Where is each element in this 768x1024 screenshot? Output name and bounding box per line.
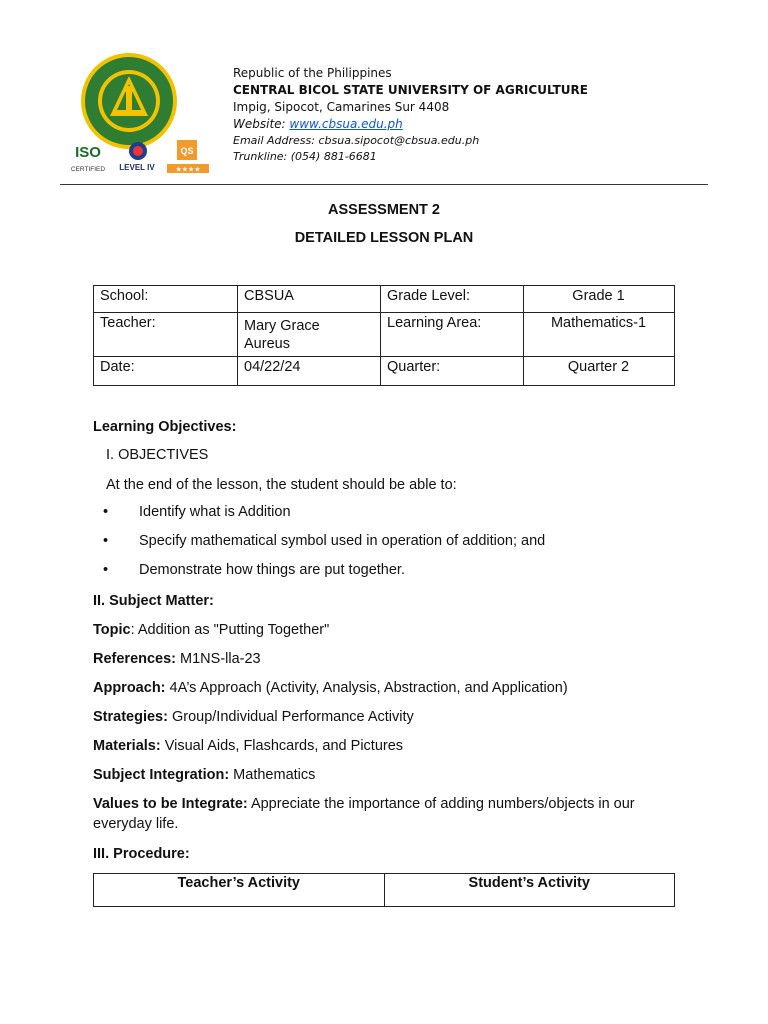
student-activity-header: Student’s Activity bbox=[384, 874, 675, 907]
qs-stars-badge bbox=[167, 140, 209, 174]
table-header-row bbox=[94, 874, 675, 907]
values-line: Values to be Integrate: Appreciate the importance of adding numbers/objects in our everyday life. bbox=[93, 796, 635, 832]
svg-text:QS: QS bbox=[180, 146, 194, 156]
grade-level-label: Grade Level: bbox=[381, 286, 524, 313]
address-line: Impig, Sipocot, Camarines Sur 4408 bbox=[233, 100, 450, 114]
country-line: Republic of the Philippines bbox=[233, 66, 392, 80]
website-line: Website: www.cbsua.edu.ph bbox=[233, 117, 403, 131]
subject-integration-line: Subject Integration: Mathematics bbox=[93, 767, 316, 783]
quarter-label: Quarter: bbox=[381, 357, 524, 386]
grade-level-value: Grade 1 bbox=[524, 286, 675, 313]
bullet-icon: • bbox=[103, 504, 109, 520]
objectives-intro: At the end of the lesson, the student should be able to: bbox=[106, 477, 457, 493]
subject-matter-heading: II. Subject Matter: bbox=[93, 593, 214, 609]
university-name: CENTRAL BICOL STATE UNIVERSITY OF AGRICULTURE bbox=[233, 83, 588, 97]
approach-line: Approach: 4A’s Approach (Activity, Analysis, Abstraction, and Application) bbox=[93, 680, 568, 696]
trunkline-line: Trunkline: (054) 881-6681 bbox=[233, 150, 377, 163]
table-row bbox=[94, 286, 675, 313]
date-value: 04/22/24 bbox=[238, 357, 381, 386]
teacher-activity-header: Teacher’s Activity bbox=[94, 874, 385, 907]
procedure-heading: III. Procedure: bbox=[93, 846, 190, 862]
strategies-line: Strategies: Group/Individual Performance Activity bbox=[93, 709, 414, 725]
teacher-label: Teacher: bbox=[94, 313, 238, 357]
quarter-value: Quarter 2 bbox=[524, 357, 675, 386]
header-divider bbox=[60, 184, 708, 185]
email-line: Email Address: cbsua.sipocot@cbsua.edu.ph bbox=[233, 134, 480, 147]
materials-line: Materials: Visual Aids, Flashcards, and Pictures bbox=[93, 738, 404, 754]
svg-text:ISO: ISO bbox=[75, 144, 101, 161]
procedure-table bbox=[93, 873, 675, 907]
objective-item: Demonstrate how things are put together. bbox=[139, 562, 405, 578]
svg-text:★★★★: ★★★★ bbox=[175, 165, 201, 174]
accreditation-badges bbox=[70, 140, 215, 181]
references-line: References: M1NS-lla-23 bbox=[93, 651, 261, 667]
school-label: School: bbox=[94, 286, 238, 313]
iso-badge bbox=[71, 144, 106, 173]
learning-area-label: Learning Area: bbox=[381, 313, 524, 357]
objective-item: Specify mathematical symbol used in operation of addition; and bbox=[139, 533, 546, 549]
table-row bbox=[94, 357, 675, 386]
svg-text:LEVEL IV: LEVEL IV bbox=[119, 163, 155, 172]
bullet-icon: • bbox=[103, 562, 109, 578]
svg-text:CERTIFIED: CERTIFIED bbox=[70, 166, 106, 173]
bullet-icon: • bbox=[103, 533, 109, 549]
website-link[interactable]: www.cbsua.edu.ph bbox=[289, 117, 403, 131]
learning-objectives-heading: Learning Objectives: bbox=[93, 419, 237, 435]
school-value: CBSUA bbox=[238, 286, 381, 313]
level-iv-badge bbox=[119, 142, 155, 172]
objectives-roman-heading: I. OBJECTIVES bbox=[106, 447, 209, 463]
teacher-value: Mary Grace Aureus bbox=[238, 313, 381, 357]
date-label: Date: bbox=[94, 357, 238, 386]
lesson-info-table bbox=[93, 285, 675, 386]
table-row bbox=[94, 313, 675, 357]
letterhead bbox=[233, 65, 588, 165]
topic-line: Topic: Addition as "Putting Together" bbox=[93, 622, 330, 638]
assessment-title: ASSESSMENT 2 bbox=[328, 202, 440, 218]
objective-item: Identify what is Addition bbox=[139, 504, 291, 520]
lesson-plan-title: DETAILED LESSON PLAN bbox=[294, 230, 474, 246]
learning-area-value: Mathematics-1 bbox=[524, 313, 675, 357]
